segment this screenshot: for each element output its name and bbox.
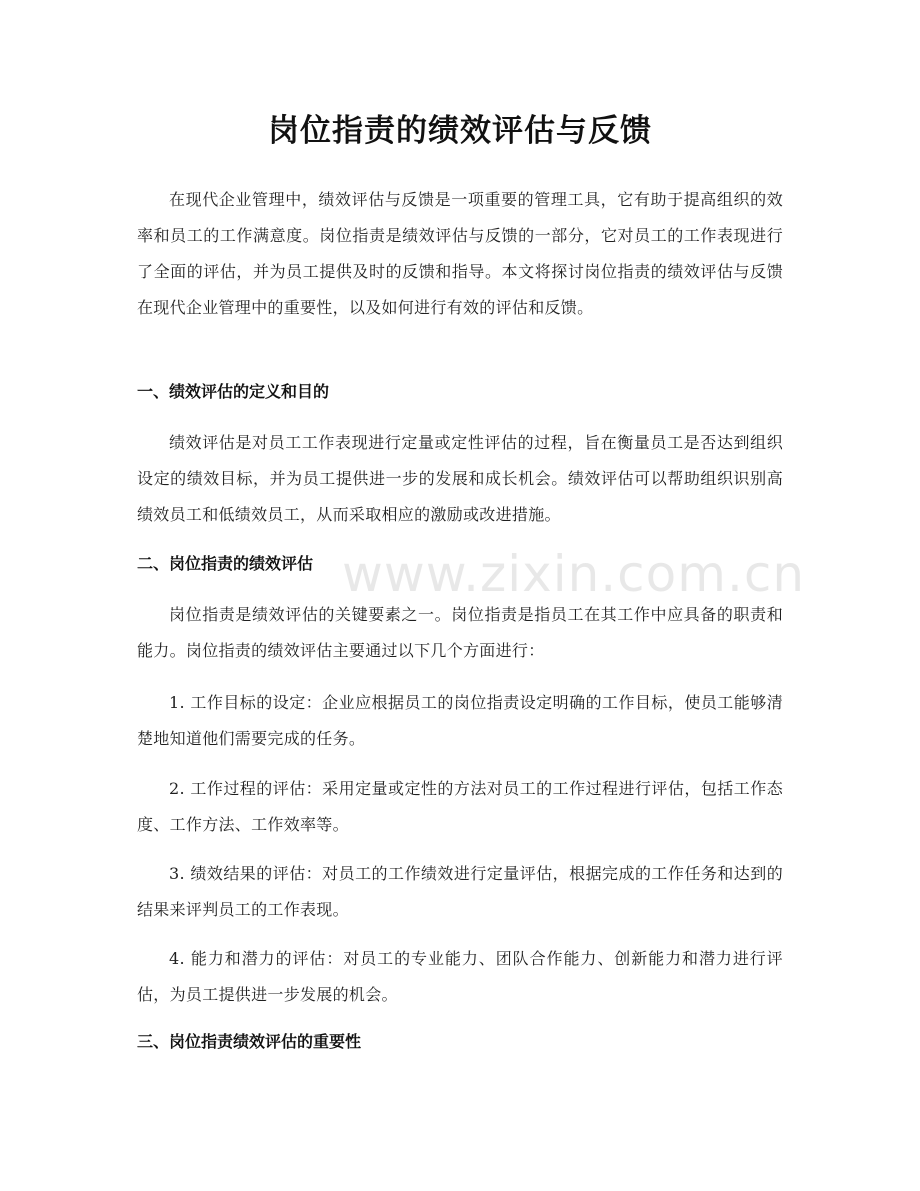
section-3-heading: 三、岗位指责绩效评估的重要性 bbox=[137, 1032, 362, 1051]
section-1-paragraph: 绩效评估是对员工工作表现进行定量或定性评估的过程，旨在衡量员工是否达到组织设定的绩效目标，并为员工提供进一步的发展和成长机会。绩效评估可以帮助组织识别高绩效员工和低绩效员工，从而采取相应的激励或改进措施。 bbox=[137, 433, 783, 524]
section-1-heading: 一、绩效评估的定义和目的 bbox=[137, 382, 330, 401]
list-item: 4. 能力和潜力的评估：对员工的专业能力、团队合作能力、创新能力和潜力进行评估，为员工提供进一步发展的机会。 bbox=[137, 949, 783, 1004]
list-item: 1. 工作目标的设定：企业应根据员工的岗位指责设定明确的工作目标，使员工能够清楚地知道他们需要完成的任务。 bbox=[137, 693, 783, 748]
watermark: www.zixin.com.cn bbox=[342, 545, 806, 603]
section-2-paragraph: 岗位指责是绩效评估的关键要素之一。岗位指责是指员工在其工作中应具备的职责和能力。岗位指责的绩效评估主要通过以下几个方面进行： bbox=[137, 605, 783, 660]
section-2-heading: 二、岗位指责的绩效评估 bbox=[137, 554, 314, 573]
list-item: 3. 绩效结果的评估：对员工的工作绩效进行定量评估，根据完成的工作任务和达到的结果来评判员工的工作表现。 bbox=[137, 864, 783, 919]
intro-paragraph: 在现代企业管理中，绩效评估与反馈是一项重要的管理工具，它有助于提高组织的效率和员工的工作满意度。岗位指责是绩效评估与反馈的一部分，它对员工的工作表现进行了全面的评估，并为员工提供及时的反馈和指导。本文将探讨岗位指责的绩效评估与反馈在现代企业管理中的重要性，以及如何进行有效的评估和反馈。 bbox=[137, 190, 783, 317]
document-title: 岗位指责的绩效评估与反馈 bbox=[268, 113, 652, 149]
list-item: 2. 工作过程的评估：采用定量或定性的方法对员工的工作过程进行评估，包括工作态度、工作方法、工作效率等。 bbox=[137, 779, 783, 834]
